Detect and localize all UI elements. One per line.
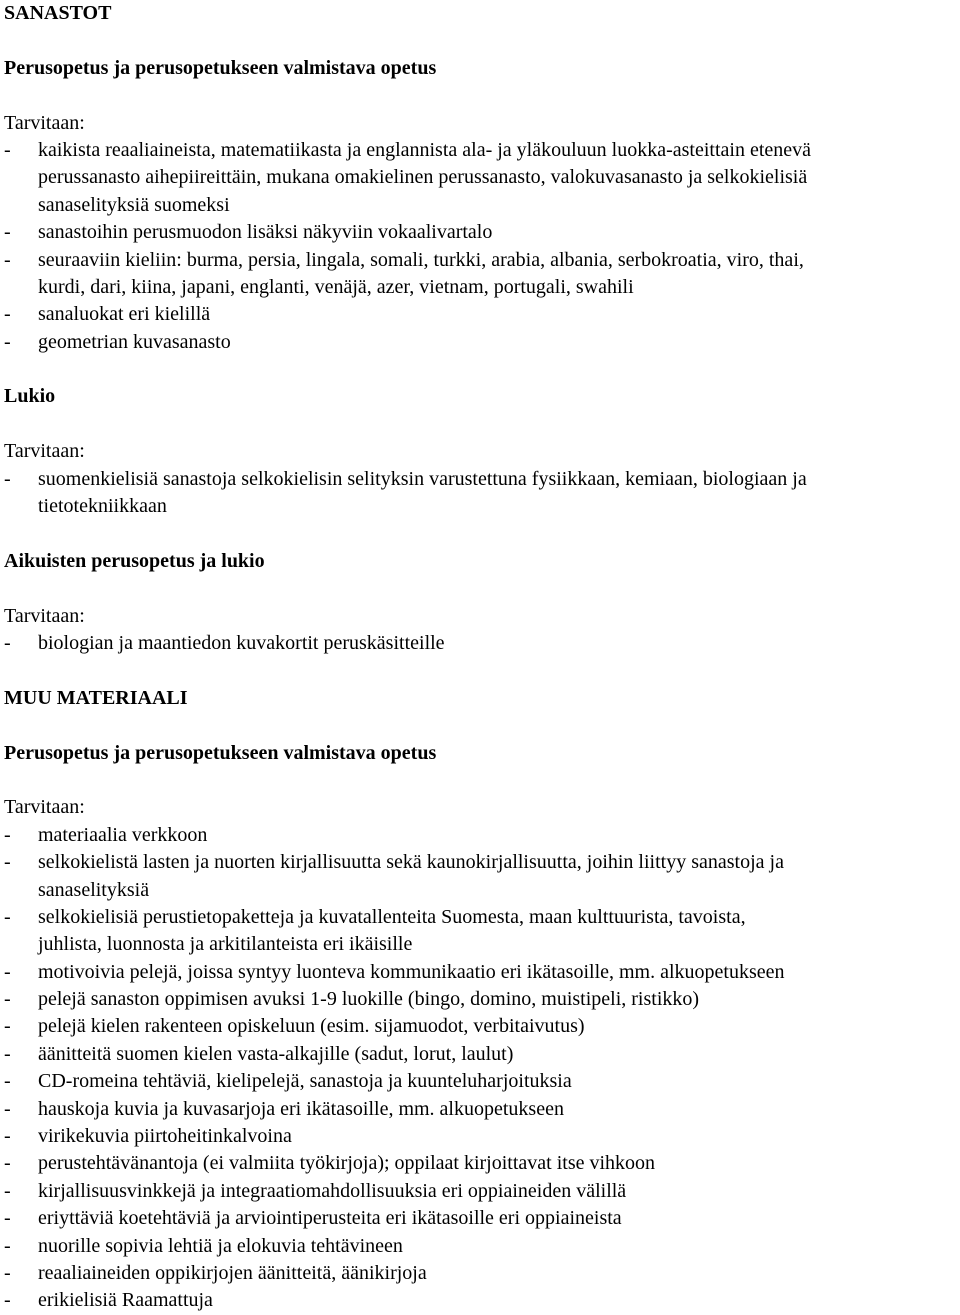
list-item-text: pelejä sanaston oppimisen avuksi 1-9 luokille (bingo, domino, muistipeli, ristikko) (38, 988, 700, 1011)
dash-bullet: - (4, 1015, 11, 1038)
list-item-text: erikielisiä Raamattuja (38, 1289, 213, 1312)
list-item-text: virikekuvia piirtoheitinkalvoina (38, 1125, 292, 1148)
spacer (4, 27, 956, 54)
list-item (4, 247, 956, 302)
dash-bullet: - (4, 467, 11, 490)
list-item-text: selkokielistä lasten ja nuorten kirjallisuutta sekä kaunokirjallisuutta, joihin liittyy sanastoja ja (38, 851, 784, 874)
list-item (4, 1013, 956, 1040)
spacer (4, 82, 956, 109)
dash-bullet: - (4, 1097, 11, 1120)
requirement-label: Tarvitaan: (4, 604, 85, 627)
requirement-label: Tarvitaan: (4, 440, 85, 463)
list-item-text: reaaliaineiden oppikirjojen äänitteitä, äänikirjoja (38, 1261, 427, 1284)
list-item (4, 1068, 956, 1095)
requirement-label: Tarvitaan: (4, 111, 85, 134)
list-item-text: nuorille sopivia lehtiä ja elokuvia tehtävineen (38, 1234, 403, 1257)
dash-bullet: - (4, 1070, 11, 1093)
list-item (4, 986, 956, 1013)
requirement-list (4, 630, 956, 657)
list-item (4, 1096, 956, 1123)
dash-bullet: - (4, 138, 11, 161)
spacer (4, 520, 956, 547)
section-heading: Lukio (4, 385, 56, 408)
list-item-text: hauskoja kuvia ja kuvasarjoja eri ikätasoille, mm. alkuopetukseen (38, 1097, 564, 1120)
list-item (4, 1041, 956, 1068)
dash-bullet: - (4, 631, 11, 654)
page-title-2: MUU MATERIAALI (4, 686, 188, 709)
dash-bullet: - (4, 1152, 11, 1175)
list-item (4, 1287, 956, 1314)
list-item-text: seuraaviin kieliin: burma, persia, lingala, somali, turkki, arabia, albania, serbokroatia, viro, thai, (38, 248, 804, 271)
spacer (4, 356, 956, 383)
list-item (4, 822, 956, 849)
list-item-text: kurdi, dari, kiina, japani, englanti, venäjä, azer, vietnam, portugali, swahili (38, 275, 634, 298)
list-item (4, 301, 956, 328)
list-item-text: suomenkielisiä sanastoja selkokielisin selityksin varustettuna fysiikkaan, kemiaan, biologiaan ja (38, 467, 807, 490)
section-heading: Perusopetus ja perusopetukseen valmistava opetus (4, 741, 437, 764)
requirement-list (4, 466, 956, 521)
dash-bullet: - (4, 1179, 11, 1202)
section-muu-materiaali (4, 740, 956, 1315)
list-item-text: kaikista reaaliaineista, matematiikasta ja englannista ala- ja yläkouluun luokka-asteittain etenevä (38, 138, 812, 161)
list-item-text: sanastoihin perusmuodon lisäksi näkyviin vokaalivartalo (38, 221, 493, 244)
dash-bullet: - (4, 988, 11, 1011)
dash-bullet: - (4, 823, 11, 846)
list-item-text: äänitteitä suomen kielen vasta-alkajille (sadut, lorut, laulut) (38, 1042, 514, 1065)
list-item-text: juhlista, luonnosta ja arkitilanteista eri ikäisille (38, 933, 413, 956)
spacer (4, 767, 956, 794)
list-item (4, 1205, 956, 1232)
dash-bullet: - (4, 248, 11, 271)
list-item (4, 1260, 956, 1287)
list-item-text: tietotekniikkaan (38, 495, 167, 518)
dash-bullet: - (4, 1289, 11, 1312)
dash-bullet: - (4, 1207, 11, 1230)
list-item (4, 466, 956, 521)
list-item-text: materiaalia verkkoon (38, 823, 208, 846)
list-item-text: kirjallisuusvinkkejä ja integraatiomahdollisuuksia eri oppiaineiden välillä (38, 1179, 627, 1202)
dash-bullet: - (4, 221, 11, 244)
spacer (4, 411, 956, 438)
dash-bullet: - (4, 330, 11, 353)
dash-bullet: - (4, 1042, 11, 1065)
list-item (4, 904, 956, 959)
spacer (4, 712, 956, 739)
list-item-text: perustehtävänantoja (ei valmiita työkirjoja); oppilaat kirjoittavat itse vihkoon (38, 1152, 656, 1175)
section-heading: Aikuisten perusopetus ja lukio (4, 549, 265, 572)
list-item-text: perussanasto aihepiireittäin, mukana omakielinen perussanasto, valokuvasanasto ja selkokielisiä (38, 166, 808, 189)
list-item (4, 959, 956, 986)
list-item-text: sanaluokat eri kielillä (38, 303, 211, 326)
list-item-text: selkokielisiä perustietopaketteja ja kuvatallenteita Suomesta, maan kulttuurista, tavoista, (38, 905, 746, 928)
dash-bullet: - (4, 851, 11, 874)
page-title: SANASTOT (4, 2, 112, 24)
section-heading: Perusopetus ja perusopetukseen valmistava opetus (4, 56, 437, 79)
list-item (4, 1233, 956, 1260)
dash-bullet: - (4, 1125, 11, 1148)
spacer (4, 575, 956, 602)
list-item-text: biologian ja maantiedon kuvakortit peruskäsitteille (38, 631, 445, 654)
requirement-list (4, 137, 956, 356)
list-item (4, 1150, 956, 1177)
list-item-text: sanaselityksiä suomeksi (38, 193, 230, 216)
list-item (4, 630, 956, 657)
section-sanastot (4, 55, 956, 685)
dash-bullet: - (4, 1261, 11, 1284)
spacer (4, 657, 956, 684)
list-item (4, 219, 956, 246)
list-item (4, 329, 956, 356)
list-item (4, 1123, 956, 1150)
dash-bullet: - (4, 905, 11, 928)
list-item-text: geometrian kuvasanasto (38, 330, 231, 353)
list-item-text: motivoivia pelejä, joissa syntyy luonteva kommunikaatio eri ikätasoille, mm. alkuopetukseen (38, 960, 785, 983)
dash-bullet: - (4, 1234, 11, 1257)
list-item-text: sanaselityksiä (38, 878, 150, 901)
list-item-text: pelejä kielen rakenteen opiskeluun (esim. sijamuodot, verbitaivutus) (38, 1015, 585, 1038)
list-item-text: CD-romeina tehtäviä, kielipelejä, sanastoja ja kuunteluharjoituksia (38, 1070, 572, 1093)
dash-bullet: - (4, 960, 11, 983)
list-item (4, 1178, 956, 1205)
requirement-label: Tarvitaan: (4, 796, 85, 819)
list-item (4, 849, 956, 904)
dash-bullet: - (4, 303, 11, 326)
list-item-text: eriyttäviä koetehtäviä ja arviointiperusteita eri ikätasoille eri oppiaineista (38, 1207, 622, 1230)
requirement-list (4, 822, 956, 1315)
list-item (4, 137, 956, 219)
